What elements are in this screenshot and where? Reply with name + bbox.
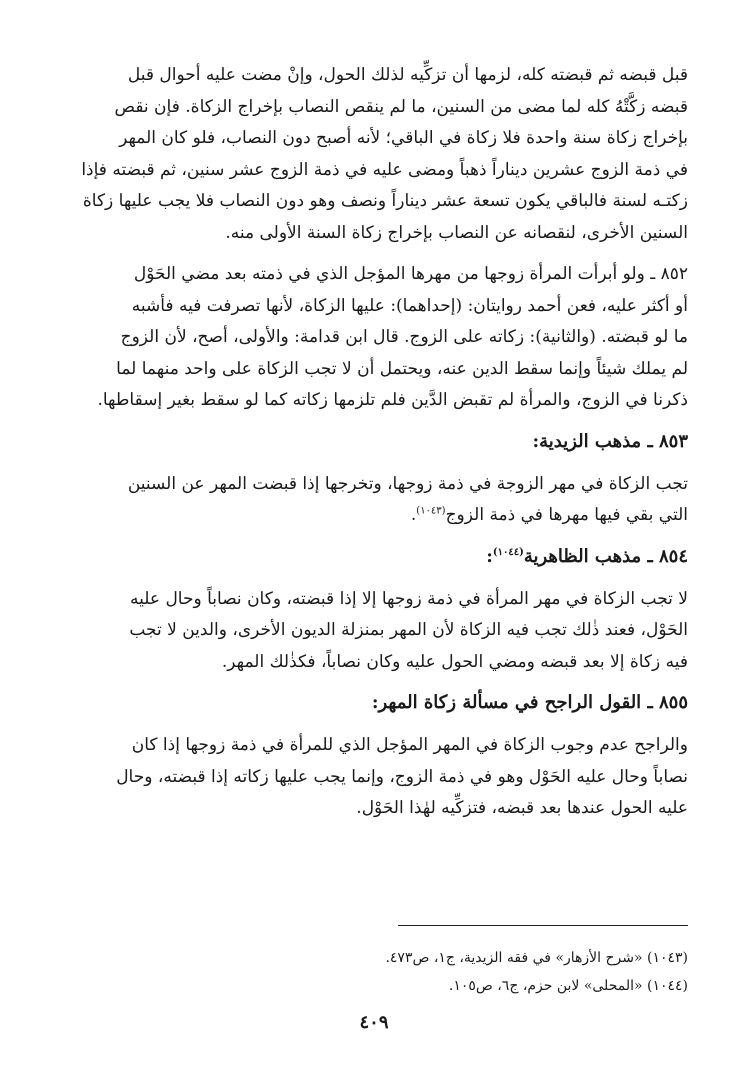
text-line: زكتـه لسنة فالباقي يكون تسعة عشر ديناراً ونصف وهو دون النصاب فلا يجب عليها زكاة <box>82 191 688 211</box>
text-line: تجب الزكاة في مهر الزوجة في ذمة زوجها، وتخرجها إذا قبضت المهر عن السنين <box>127 473 688 494</box>
text-line: نصاباً وحال عليه الحَوْل وهو في ذمة الزوج، وإنما يجب عليها زكاته إذا قبضته، وحال <box>116 766 688 787</box>
text-line: بإخراج زكاة سنة واحدة فلا زكاة في الباقي؛ لأنه أصبح دون النصاب، فلو كان المهر <box>119 128 688 148</box>
text-line <box>60 500 688 532</box>
footnote-ref-1044[interactable]: (١٠٤٤) <box>492 546 524 558</box>
footnote-divider <box>398 925 688 926</box>
section-heading-854 <box>60 542 688 572</box>
line-text: التي بقي فيها مهرها في ذمة الزوج <box>445 505 688 525</box>
paragraph-853 <box>60 469 688 532</box>
page-number: ٤٠٩ <box>359 1012 389 1033</box>
text-line: في ذمة الزوج عشرين ديناراً ذهباً ومضى عليه في ذمة الزوج عشر سنين، ثم قبضته فإذا <box>81 159 688 180</box>
paragraph-852 <box>60 259 688 417</box>
text-line: الحَوْل، فعند ذٰلك تجب فيه الزكاة لأن المهر بمنزلة الديون الأخرى، والدين لا تجب <box>129 620 688 640</box>
footnotes <box>385 944 688 1000</box>
paragraph-855 <box>60 730 688 825</box>
paragraph-1 <box>60 60 688 249</box>
text-line: لا تجب الزكاة في مهر المرأة في ذمة زوجها إلا إذا قبضته، وكان نصاباً وحال عليه <box>130 588 688 609</box>
text-line: قبضه زكَّتْهُ كله لما مضى من السنين، ما لم ينقص النصاب بإخراج الزكاة. فإن نقص <box>114 96 688 117</box>
line-end: . <box>410 505 417 525</box>
text-line: قبل قبضه ثم قبضته كله، لزمها أن تزكِّيه لذلك الحول، وإنْ مضت عليه أحوال قبل <box>127 65 688 85</box>
text-line: والراجح عدم وجوب الزكاة في المهر المؤجل الذي للمرأة في ذمة زوجها إذا كان <box>131 735 688 755</box>
text-line: عليه الحول عندها بعد قبضه، فتزكِّيه لهٰذا الحَوْل. <box>356 798 688 818</box>
text-line: فيه زكاة إلا بعد قبضه ومضي الحول عليه وكان نصاباً، فكذٰلك المهر. <box>221 651 688 672</box>
text-line: ما لو قبضته. (والثانية): زكاته على الزوج. قال ابن قدامة: والأولى، أصح، لأن الزوج <box>120 327 688 347</box>
footnote-1043: (١٠٤٣) «شرح الأزهار» في فقه الزيدية، ج١، ص٤٧٣. <box>385 950 688 966</box>
text-line: لم يملك شيئاً وإنما سقط الدين عنه، ويحتمل أن لا تجب الزكاة على واحد منهما لما <box>116 358 688 379</box>
section-heading-853: ٨٥٣ ـ مذهب الزيدية: <box>532 430 688 452</box>
text-line: أو أكثر عليه، فعن أحمد روايتان: (إحداهما): عليها الزكاة، لأنها تصرفت فيه فأشبه <box>131 295 688 316</box>
footnote-ref-1043[interactable]: (١٠٤٣) <box>416 505 446 517</box>
text-line: السنين الأخرى، لنقصانه عن النصاب بإخراج زكاة السنة الأولى منه. <box>225 222 688 243</box>
text-line: ٨٥٢ ـ ولو أبرأت المرأة زوجها من مهرها المؤجل الذي في ذمته بعد مضي الحَوْل <box>133 264 688 284</box>
footnote-1044: (١٠٤٤) «المحلى» لابن حزم، ج٦، ص١٠٥. <box>448 978 688 994</box>
section-heading-855: ٨٥٥ ـ القول الراجح في مسألة زكاة المهر: <box>371 692 688 713</box>
text-line: ذكرنا في الزوج، والمرأة لم تقبض الدَّين فلم تلزمها زكاته كما لو سقط بغير إسقاطها. <box>97 390 688 410</box>
paragraph-854 <box>60 584 688 679</box>
heading-text: ٨٥٤ ـ مذهب الظاهرية <box>523 545 688 567</box>
heading-colon: : <box>486 545 493 567</box>
